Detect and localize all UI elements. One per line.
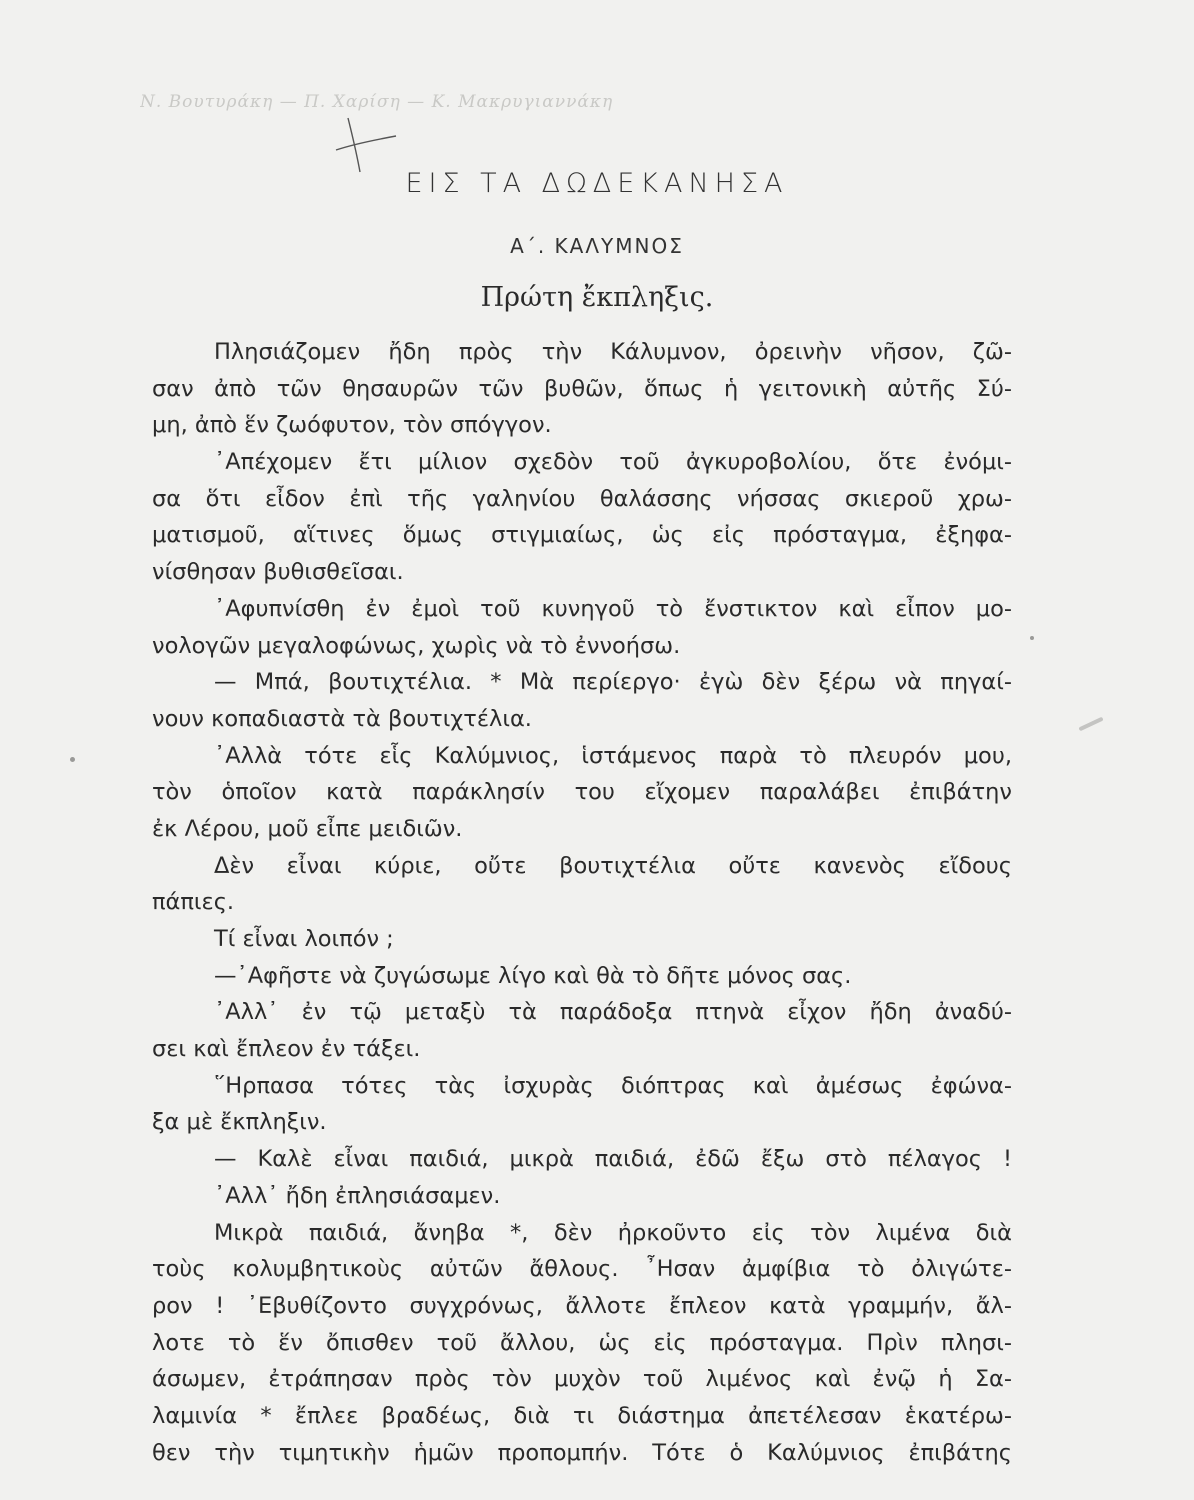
text-line: νουν κοπαδιαστὰ τὰ βουτιχτέλια.	[152, 705, 532, 732]
text-line: ᾿Αφυπνίσθη ἐν ἐμοὶ τοῦ κυνηγοῦ τὸ ἔνστικτον καὶ εἶπον μο-	[214, 595, 1012, 622]
paper-speck	[1030, 636, 1034, 640]
text-line: σαν ἀπὸ τῶν θησαυρῶν τῶν βυθῶν, ὅπως ἡ γειτονικὴ αὐτῆς Σύ-	[152, 375, 1012, 402]
page-title: ΕΙΣ ΤΑ ΔΩΔΕΚΑΝΗΣΑ	[405, 168, 789, 199]
text-line: Δὲν εἶναι κύριε, οὔτε βουτιχτέλια οὔτε κανενὸς εἴδους	[214, 852, 1012, 879]
text-line: σει καὶ ἔπλεον ἐν τάξει.	[152, 1036, 421, 1063]
text-line: — Καλὲ εἶναι παιδιά, μικρὰ παιδιά, ἐδῶ ἔξω στὸ πέλαγος !	[214, 1146, 1012, 1173]
text-line: ᾿Αλλ᾿ ἤδη ἐπλησιάσαμεν.	[214, 1182, 501, 1209]
text-line: ᾿Αλλ᾿ ἐν τῷ μεταξὺ τὰ παράδοξα πτηνὰ εἶχον ἤδη ἀναδύ-	[214, 999, 1012, 1026]
text-line: νίσθησαν βυθισθεῖσαι.	[152, 559, 404, 586]
text-line: — Μπά, βουτιχτέλια. * Μὰ περίεργο· ἐγὼ δὲν ξέρω νὰ πηγαί-	[214, 669, 1012, 696]
body-text	[152, 334, 1012, 1471]
text-line: τὸν ὁποῖον κατὰ παράκλησίν του εἴχομεν παραλάβει ἐπιβάτην	[152, 779, 1012, 806]
text-line: λοτε τὸ ἕν ὄπισθεν τοῦ ἄλλου, ὡς εἰς πρόσταγμα. Πρὶν πλησι-	[152, 1329, 1012, 1356]
text-line: ᾿Αλλὰ τότε εἷς Καλύμνιος, ἱστάμενος παρὰ τὸ πλευρόν μου,	[214, 742, 1012, 769]
text-line: ῞Ηρπασα τότες τὰς ἰσχυρὰς διόπτρας καὶ ἀμέσως ἐφώνα-	[214, 1072, 1012, 1099]
section-title: Α΄. ΚΑΛΥΜΝΟΣ	[510, 234, 684, 258]
text-line: ματισμοῦ, αἵτινες ὅμως στιγμιαίως, ὡς εἰς πρόσταγμα, ἐξηφα-	[152, 522, 1012, 549]
text-line: τοὺς κολυμβητικοὺς αὐτῶν ἄθλους. ῏Ησαν ἀμφίβια τὸ ὀλιγώτε-	[152, 1256, 1012, 1283]
text-line: σα ὅτι εἶδον ἐπὶ τῆς γαληνίου θαλάσσης νήσσας σκιεροῦ χρω-	[152, 485, 1012, 512]
text-line: μη, ἀπὸ ἕν ζωόφυτον, τὸν σπόγγον.	[152, 412, 552, 439]
text-line: πάπιες.	[152, 889, 235, 916]
text-line: Μικρὰ παιδιά, ἄνηβα *, δὲν ἠρκοῦντο εἰς τὸν λιμένα διὰ	[214, 1219, 1012, 1246]
subtitle: Πρώτη ἔκπληξις.	[480, 282, 714, 313]
paper-speck	[70, 757, 75, 762]
text-line: —᾿Αφῆστε νὰ ζυγώσωμε λίγο καὶ θὰ τὸ δῆτε μόνος σας.	[214, 962, 852, 989]
text-line: ρον ! ᾿Εβυθίζοντο συγχρόνως, ἄλλοτε ἔπλεον κατὰ γραμμήν, ἄλ-	[152, 1292, 1012, 1319]
text-line: άσωμεν, ἐτράπησαν πρὸς τὸν μυχὸν τοῦ λιμένος καὶ ἐνῷ ἡ Σα-	[152, 1366, 1012, 1393]
paper-speck	[1078, 717, 1103, 732]
ghost-running-head: Ν. Βουτυράκη — Π. Χαρίση — Κ. Μακρυγιαννάκη	[140, 92, 614, 112]
text-line: Πλησιάζομεν ἤδη πρὸς τὴν Κάλυμνον, ὀρεινὴν νῆσον, ζῶ-	[214, 339, 1012, 365]
text-line: λαμινία * ἔπλεε βραδέως, διὰ τι διάστημα ἀπετέλεσαν ἑκατέρω-	[152, 1402, 1012, 1429]
text-line: θεν τὴν τιμητικὴν ἡμῶν προπομπήν. Τότε ὁ Καλύμνιος ἐπιβάτης	[152, 1439, 1012, 1466]
text-line: ἐκ Λέρου, μοῦ εἶπε μειδιῶν.	[152, 815, 463, 842]
text-line: ᾿Απέχομεν ἔτι μίλιον σχεδὸν τοῦ ἀγκυροβολίου, ὅτε ἐνόμι-	[214, 449, 1012, 476]
text-line: ξα μὲ ἔκπληξιν.	[152, 1109, 327, 1136]
text-line: Τί εἶναι λοιπόν ;	[214, 926, 394, 952]
text-line: νολογῶν μεγαλοφώνως, χωρὶς νὰ τὸ ἐννοήσω.	[152, 632, 681, 659]
